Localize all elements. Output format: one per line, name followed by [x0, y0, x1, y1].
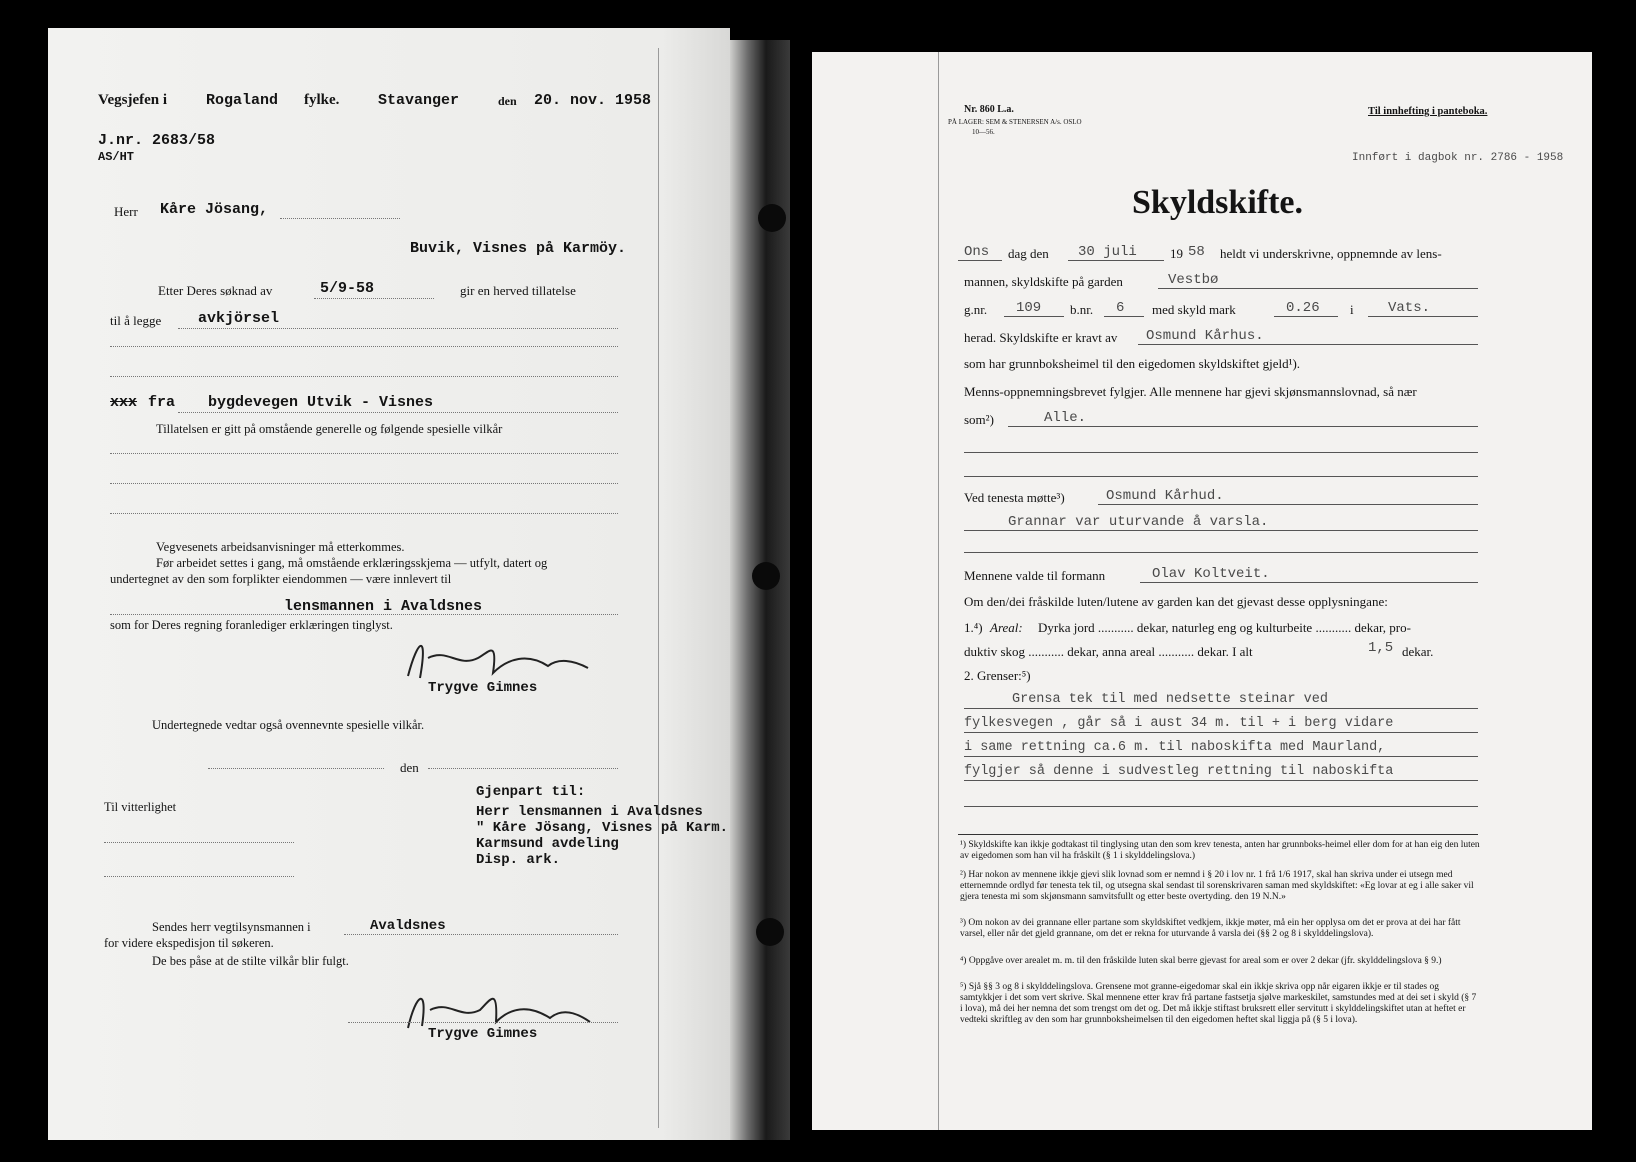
bnr-value: 6: [1116, 300, 1125, 316]
journal-ref: AS/HT: [98, 150, 135, 164]
bes-text: De bes påse at de stilte vilkår blir fulgt.: [152, 954, 349, 968]
signature-line-3: [348, 1022, 618, 1023]
right-page-form: [812, 52, 1592, 1130]
sendes-place: Avaldsnes: [370, 918, 446, 934]
arbeid-line-3: undertegnet av den som forplikter eiendommen — være innlevert til: [110, 572, 452, 586]
formann-value: Olav Koltveit.: [1152, 566, 1270, 582]
grenser-rule-1: [964, 708, 1478, 709]
fylke-label: fylke.: [304, 92, 340, 108]
vitterlighet-label: Til vitterlighet: [104, 800, 177, 814]
place-name: Stavanger: [378, 92, 460, 109]
areal-dekar: dekar.: [1402, 644, 1434, 659]
gjenpart-line-2: " Kåre Jösang, Visnes på Karm.: [476, 820, 729, 836]
day-line: [958, 260, 1002, 261]
road-name: bygdevegen Utvik - Visnes: [208, 394, 434, 411]
line2-text: mannen, skyldskifte på garden: [964, 274, 1123, 289]
sendes-line: [344, 934, 618, 935]
tillatelse-label: gir en herved tillatelse: [460, 283, 576, 298]
purpose-line: [178, 328, 618, 329]
grenser-label: 2. Grenser:⁵): [964, 668, 1031, 683]
binding-hole: [752, 562, 780, 590]
year-value: 58: [1188, 244, 1205, 260]
printer-line-1: PÅ LAGER: SEM & STENERSEN A/s. OSLO: [948, 118, 1082, 126]
book-gutter: [730, 40, 790, 1140]
margin-line: [938, 52, 939, 1130]
til-a-legge-label: til å legge: [110, 313, 162, 328]
som-line: [1008, 426, 1478, 427]
binding-hole: [756, 918, 784, 946]
gjenpart-line-1: Herr lensmannen i Avaldsnes: [476, 804, 703, 820]
grannar-line: [964, 530, 1478, 531]
footnote-3: ³) Om nokon av dei grannane eller partane som skyldskiftet vedkjem, ikkje møter, må ein her opplysa om det er prova at dei har fått varsel, eller når det gjeld grannane, om det er rekna for uturvande å varsla dei (§§ 2 og 8 i skylddelingslova).: [960, 918, 1461, 939]
areal-total: 1,5: [1368, 640, 1394, 656]
blank-line-2: [110, 376, 618, 377]
gnr-line: [1004, 316, 1064, 317]
road-line: [178, 412, 618, 413]
tinglyst-text: som for Deres regning foranlediger erklæringen tinglyst.: [110, 618, 393, 632]
conditions-text: Tillatelsen er gitt på omstående generelle og følgende spesielle vilkår: [156, 422, 503, 436]
date-line: [1068, 260, 1164, 261]
recipient-name: Kåre Jösang,: [160, 201, 269, 218]
blank-line-1: [110, 346, 618, 347]
margin-line: [658, 48, 659, 1128]
skyld-label: med skyld mark: [1152, 302, 1236, 317]
som-label: som²): [964, 412, 994, 427]
bnr-line: [1104, 316, 1144, 317]
line1-rest: heldt vi underskrivne, oppnemnde av lens-: [1220, 246, 1442, 261]
conditions-line-3: [110, 513, 618, 514]
recipient-line: [280, 218, 400, 219]
municipality-line: [1368, 316, 1478, 317]
skyld-line: [1274, 316, 1338, 317]
gjenpart-label: Gjenpart til:: [476, 784, 586, 800]
day-value: Ons: [964, 244, 990, 260]
heimel-text: som har grunnboksheimel til den eigedomen skyldskiftet gjeld¹).: [964, 356, 1301, 371]
municipality: Vats.: [1388, 300, 1431, 316]
letter-date: 20. nov. 1958: [534, 92, 652, 109]
skyld-value: 0.26: [1286, 300, 1320, 316]
ekspedisjon-text: for videre ekspedisjon til søkeren.: [104, 936, 274, 950]
struck-text: xxx: [110, 394, 138, 411]
herad-text: herad. Skyldskifte er kravt av: [964, 330, 1118, 345]
mote-line: [1098, 504, 1478, 505]
form-number: Nr. 860 L.a.: [964, 104, 1014, 115]
footnote-4: ⁴) Oppgåve over arealet m. m. til den fråskilde luten skal berre gjevast for areal som er over 2 dekar (jfr. skylddelingslova § 9.): [960, 956, 1442, 966]
til-innhefting: Til innhefting i panteboka.: [1368, 106, 1488, 117]
dagbok-stamp: Innført i dagbok nr. 2786 - 1958: [1352, 152, 1564, 164]
innlevert-til: lensmannen i Avaldsnes: [284, 598, 483, 615]
conditions-line-1: [110, 453, 618, 454]
date-value: 30 juli: [1078, 244, 1137, 260]
soknad-label: Etter Deres søknad av: [158, 283, 273, 298]
signature-1: [398, 628, 598, 688]
areal-number: 1.⁴): [964, 620, 983, 635]
mote-label: Ved tenesta møtte³): [964, 490, 1065, 505]
areal-line-1: Dyrka jord ........... dekar, naturleg eng og kulturbeite ........... dekar, pro-: [1038, 620, 1411, 635]
grenser-rule-5: [964, 806, 1478, 807]
mote-value: Osmund Kårhud.: [1106, 488, 1224, 504]
i-label: i: [1350, 302, 1354, 317]
formann-label: Mennene valde til formann: [964, 568, 1106, 583]
grenser-rule-2: [964, 732, 1478, 733]
witness-line-1: [104, 842, 294, 843]
conditions-line-2: [110, 483, 618, 484]
krav-line: [1138, 344, 1478, 345]
formann-line: [1140, 582, 1478, 583]
grannar-note: Grannar var uturvande å varsla.: [1008, 514, 1269, 530]
innlevert-line: [110, 614, 618, 615]
gjenpart-line-4: Disp. ark.: [476, 852, 561, 868]
krav-by: Osmund Kårhus.: [1146, 328, 1264, 344]
den-label: den: [498, 94, 517, 108]
year-prefix: 19: [1170, 246, 1183, 261]
farm-line: [1158, 288, 1478, 289]
journal-number: J.nr. 2683/58: [98, 132, 216, 149]
signature-name-2: Trygve Gimnes: [428, 1026, 538, 1042]
footnote-divider: [958, 834, 1478, 835]
arbeid-line-2: Før arbeidet settes i gang, må omstående erklæringsskjema — utfylt, datert og: [156, 556, 548, 570]
bnr-label: b.nr.: [1070, 302, 1094, 317]
menns-text: Menns-oppnemningsbrevet fylgjer. Alle mennene har gjevi skjønsmannslovnad, så nær: [964, 384, 1417, 399]
left-page-letter: [48, 28, 730, 1140]
den-date-line: [208, 768, 384, 769]
gnr-value: 109: [1016, 300, 1042, 316]
blank-line-a: [964, 452, 1478, 453]
binding-hole: [758, 204, 786, 232]
fraskild-text: Om den/dei fråskilde luten/lutene av garden kan det gjevast desse opplysningane:: [964, 594, 1388, 609]
grenser-rule-3: [964, 756, 1478, 757]
witness-line-2: [104, 876, 294, 877]
county-name: Rogaland: [206, 92, 279, 109]
vegsjefen-label: Vegsjefen i: [98, 92, 168, 108]
signature-line-2: [428, 768, 618, 769]
areal-label: Areal:: [990, 620, 1023, 635]
grenser-line-1: Grensa tek til med nedsette steinar ved: [1012, 692, 1328, 707]
dag-den-label: dag den: [1008, 246, 1049, 261]
soknad-date-line: [314, 298, 434, 299]
footnote-5: ⁵) Sjå §§ 3 og 8 i skylddelingslova. Grensene mot granne-eigedomar skal ein ikkje skriva opp når eigaren ikkje er til stades og samtykkjer i det som vert skrive. Skal mennene etter krav frå partane fastsetja sjølve markeskilet, samstundes med at dei set i skyld (§ 7 i lova), må dei her nemna det som trengst om det og. Det må ikkje stiftast bruksrett eller servitutt i skylddelingskiftet utan at heftet er vedteki skriftleg av den som har grunnboksheimelsen til den eigedomen heftet skal liggja på (§ 5 i lova).: [960, 982, 1477, 1025]
soknad-date: 5/9-58: [320, 280, 375, 297]
som-value: Alle.: [1044, 410, 1087, 426]
fra-label: fra: [148, 394, 176, 411]
blank-line-c: [964, 552, 1478, 553]
farm-name: Vestbø: [1168, 272, 1219, 288]
blank-line-b: [964, 476, 1478, 477]
areal-line-2: duktiv skog ........... dekar, anna areal ........... dekar. I alt: [964, 644, 1253, 659]
grenser-line-2: fylkesvegen , går så i aust 34 m. til + i berg vidare: [964, 716, 1394, 731]
printer-line-2: 10—56.: [972, 128, 995, 136]
recipient-address: Buvik, Visnes på Karmöy.: [410, 240, 627, 257]
grenser-line-4: fylgjer så denne i sudvestleg rettning til naboskifta: [964, 764, 1394, 779]
signature-name-1: Trygve Gimnes: [428, 680, 538, 696]
gnr-label: g.nr.: [964, 302, 988, 317]
footnote-1: ¹) Skyldskifte kan ikkje godtakast til tinglysing utan den som krev tenesta, anten har grunnboks-heimel eller dom for at han eig den luten av eigedomen som han vil ha fråskilt (§ 1 i skylddelingslova.): [960, 840, 1480, 861]
purpose-value: avkjörsel: [198, 310, 280, 327]
grenser-line-3: i same rettning ca.6 m. til naboskifta med Maurland,: [964, 740, 1386, 755]
den-label-2: den: [400, 760, 419, 775]
grenser-rule-4: [964, 780, 1478, 781]
vedtar-text: Undertegnede vedtar også ovennevnte spesielle vilkår.: [152, 718, 425, 732]
footnote-2: ²) Har nokon av mennene ikkje gjevi slik lovnad som er nemnd i § 20 i lov nr. 1 frå 1/6 1917, skal han skriva under ei utsegn med etternemnde ordlyd før tenesta tek til, og utsegna skal sendast til sorenskrivaren saman med skyldskiftet: «Eg lovar at eg i alle saker vil gjera tenesta mi som skjønsmann samvitsfullt og etter beste overtyding. den 19 N.N.»: [960, 870, 1474, 902]
gjenpart-line-3: Karmsund avdeling: [476, 836, 619, 852]
sendes-text: Sendes herr vegtilsynsmannen i: [152, 920, 311, 934]
arbeid-line-1: Vegvesenets arbeidsanvisninger må etterkommes.: [156, 540, 405, 554]
herr-label: Herr: [114, 204, 138, 219]
form-title: Skyldskifte.: [1132, 184, 1303, 221]
